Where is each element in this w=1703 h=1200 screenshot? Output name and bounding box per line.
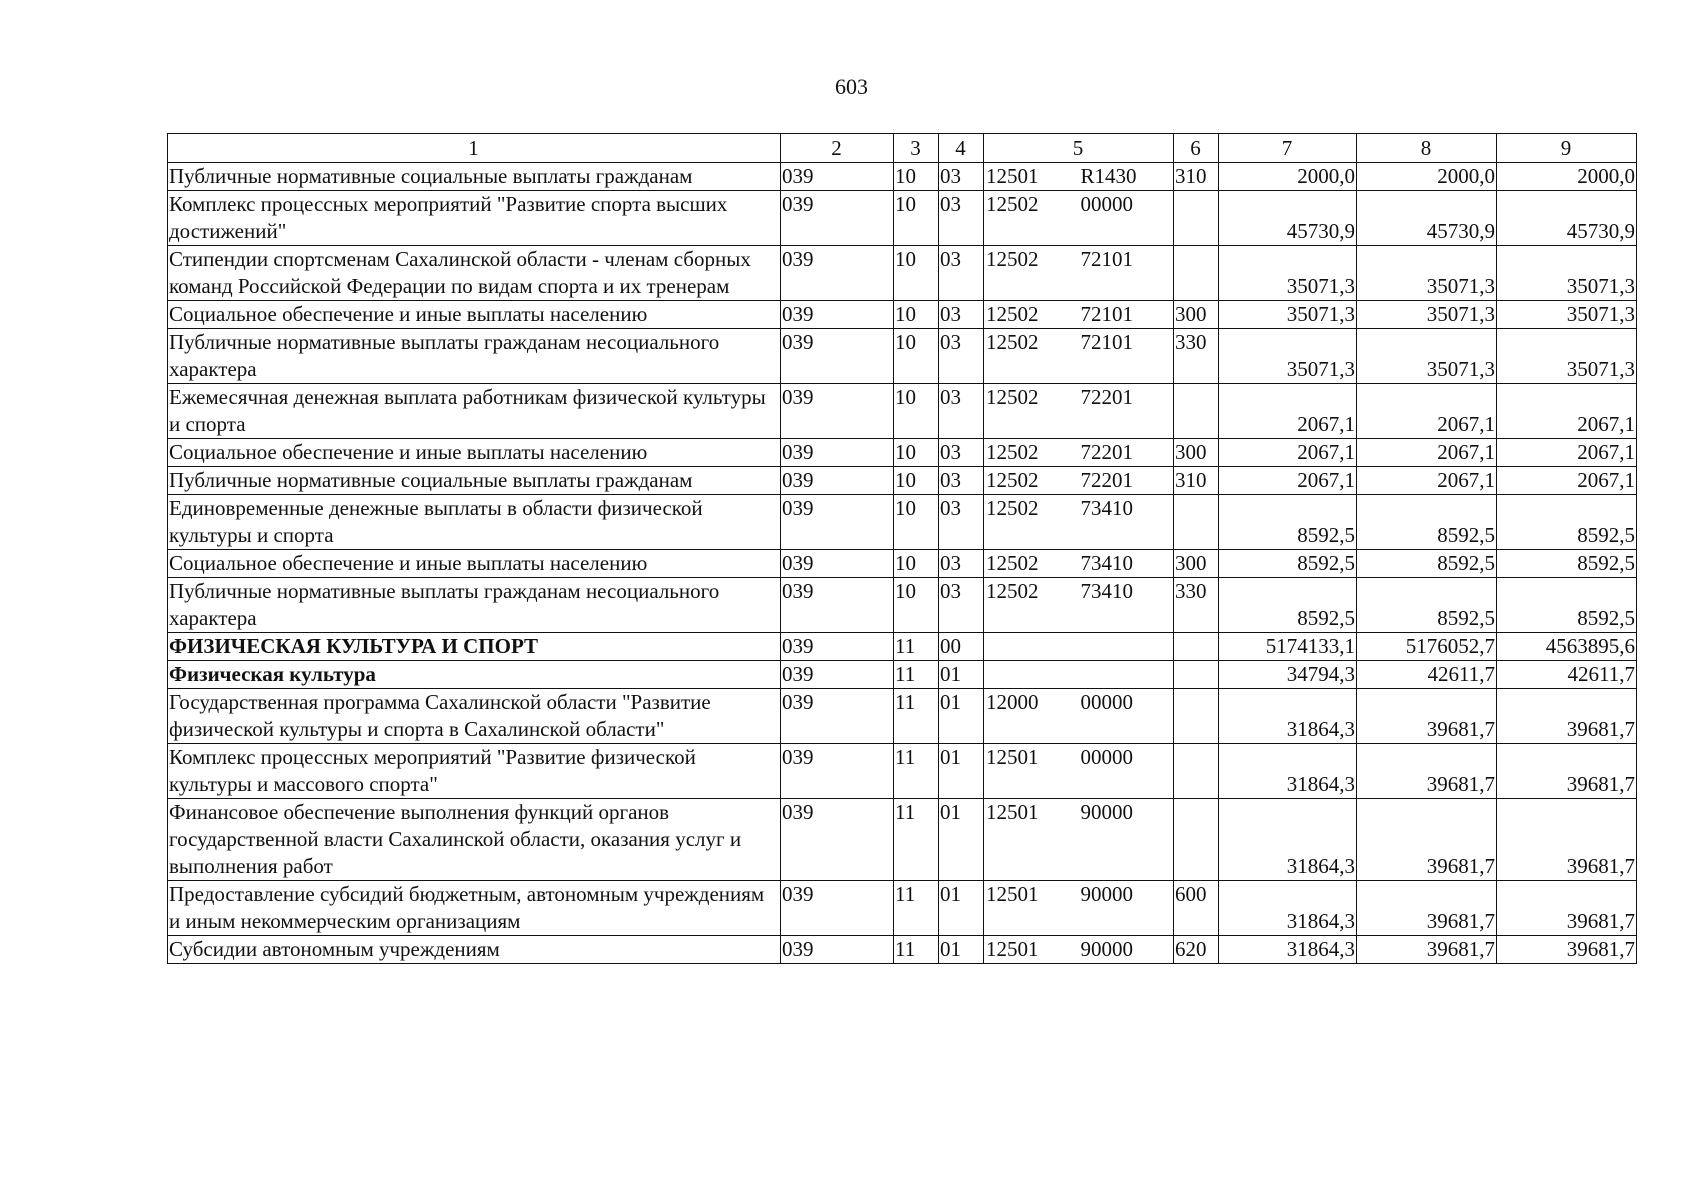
table-row — [168, 633, 1637, 661]
row-name: Социальное обеспечение и иные выплаты населению — [168, 301, 781, 329]
table-row — [168, 301, 1637, 329]
row-name: ФИЗИЧЕСКАЯ КУЛЬТУРА И СПОРТ — [168, 633, 781, 661]
column-header-7: 7 — [1219, 134, 1357, 163]
row-name: Социальное обеспечение и иные выплаты населению — [168, 550, 781, 578]
cell-col6 — [1174, 689, 1219, 744]
cell-col9: 2067,1 — [1497, 467, 1637, 495]
cell-col6 — [1174, 246, 1219, 301]
cell-col2: 039 — [781, 661, 894, 689]
table-row — [168, 661, 1637, 689]
table-row — [168, 881, 1637, 936]
cell-col5-program: 12502 — [986, 302, 1039, 326]
cell-col2: 039 — [781, 191, 894, 246]
cell-col5 — [984, 301, 1174, 329]
table-row — [168, 467, 1637, 495]
cell-col3: 10 — [894, 578, 939, 633]
cell-col7: 2067,1 — [1219, 467, 1357, 495]
cell-col2: 039 — [781, 936, 894, 964]
cell-col8: 8592,5 — [1357, 495, 1497, 550]
cell-col3: 10 — [894, 163, 939, 191]
cell-col6 — [1174, 633, 1219, 661]
table-row — [168, 578, 1637, 633]
cell-col5 — [984, 744, 1174, 799]
cell-col5-program: 12502 — [986, 551, 1039, 575]
table-row — [168, 799, 1637, 881]
row-name: Публичные нормативные выплаты гражданам несоциального характера — [168, 329, 781, 384]
cell-col2: 039 — [781, 329, 894, 384]
column-header-9: 9 — [1497, 134, 1637, 163]
cell-col2: 039 — [781, 467, 894, 495]
table-row — [168, 439, 1637, 467]
cell-col7: 34794,3 — [1219, 661, 1357, 689]
cell-col9: 4563895,6 — [1497, 633, 1637, 661]
cell-col5 — [984, 689, 1174, 744]
cell-col4: 00 — [939, 633, 984, 661]
cell-col6: 600 — [1174, 881, 1219, 936]
cell-col4: 03 — [939, 329, 984, 384]
cell-col7: 8592,5 — [1219, 495, 1357, 550]
cell-col5 — [984, 163, 1174, 191]
cell-col9: 45730,9 — [1497, 191, 1637, 246]
cell-col2: 039 — [781, 495, 894, 550]
cell-col7: 8592,5 — [1219, 578, 1357, 633]
cell-col7: 2000,0 — [1219, 163, 1357, 191]
cell-col4: 01 — [939, 936, 984, 964]
row-name: Комплекс процессных мероприятий "Развитие физической культуры и массового спорта" — [168, 744, 781, 799]
table-row — [168, 246, 1637, 301]
cell-col7: 2067,1 — [1219, 384, 1357, 439]
row-name: Физическая культура — [168, 661, 781, 689]
row-name: Финансовое обеспечение выполнения функций органов государственной власти Сахалинской области, оказания услуг и выполнения работ — [168, 799, 781, 881]
row-name: Публичные нормативные социальные выплаты гражданам — [168, 163, 781, 191]
cell-col6: 310 — [1174, 163, 1219, 191]
row-name: Ежемесячная денежная выплата работникам физической культуры и спорта — [168, 384, 781, 439]
column-header-1: 1 — [168, 134, 781, 163]
cell-col7: 35071,3 — [1219, 329, 1357, 384]
cell-col6: 300 — [1174, 301, 1219, 329]
cell-col5-program: 12501 — [986, 800, 1039, 824]
cell-col7: 31864,3 — [1219, 744, 1357, 799]
cell-col5 — [984, 329, 1174, 384]
cell-col9: 39681,7 — [1497, 689, 1637, 744]
column-header-6: 6 — [1174, 134, 1219, 163]
cell-col3: 11 — [894, 744, 939, 799]
cell-col5-direction: 72101 — [1080, 330, 1133, 354]
column-header-5: 5 — [984, 134, 1174, 163]
cell-col5-direction: 73410 — [1080, 496, 1133, 520]
cell-col2: 039 — [781, 881, 894, 936]
cell-col5 — [984, 799, 1174, 881]
cell-col6: 300 — [1174, 550, 1219, 578]
cell-col8: 2067,1 — [1357, 439, 1497, 467]
cell-col5-direction: 90000 — [1080, 937, 1133, 961]
cell-col5-direction: 73410 — [1080, 579, 1133, 603]
cell-col4: 01 — [939, 661, 984, 689]
cell-col6: 620 — [1174, 936, 1219, 964]
cell-col9: 8592,5 — [1497, 550, 1637, 578]
cell-col7: 35071,3 — [1219, 301, 1357, 329]
cell-col6: 300 — [1174, 439, 1219, 467]
cell-col5 — [984, 246, 1174, 301]
cell-col7: 5174133,1 — [1219, 633, 1357, 661]
cell-col9: 8592,5 — [1497, 495, 1637, 550]
cell-col3: 11 — [894, 936, 939, 964]
cell-col5-program: 12501 — [986, 882, 1039, 906]
cell-col9: 2067,1 — [1497, 384, 1637, 439]
cell-col4: 03 — [939, 246, 984, 301]
cell-col5-program: 12501 — [986, 164, 1039, 188]
cell-col9: 39681,7 — [1497, 881, 1637, 936]
cell-col5-program: 12502 — [986, 496, 1039, 520]
cell-col2: 039 — [781, 163, 894, 191]
cell-col8: 39681,7 — [1357, 799, 1497, 881]
cell-col5 — [984, 633, 1174, 661]
table-row — [168, 163, 1637, 191]
cell-col8: 39681,7 — [1357, 689, 1497, 744]
cell-col7: 2067,1 — [1219, 439, 1357, 467]
cell-col5-direction: 00000 — [1080, 690, 1133, 714]
cell-col5 — [984, 191, 1174, 246]
cell-col3: 11 — [894, 881, 939, 936]
cell-col7: 31864,3 — [1219, 881, 1357, 936]
cell-col6 — [1174, 744, 1219, 799]
cell-col5-program: 12502 — [986, 468, 1039, 492]
column-header-2: 2 — [781, 134, 894, 163]
cell-col3: 10 — [894, 439, 939, 467]
cell-col9: 35071,3 — [1497, 301, 1637, 329]
cell-col6 — [1174, 191, 1219, 246]
cell-col9: 35071,3 — [1497, 246, 1637, 301]
cell-col5 — [984, 881, 1174, 936]
cell-col9: 2067,1 — [1497, 439, 1637, 467]
cell-col5-program: 12000 — [986, 690, 1039, 714]
row-name: Государственная программа Сахалинской области "Развитие физической культуры и спорта в Сахалинской области" — [168, 689, 781, 744]
cell-col7: 35071,3 — [1219, 246, 1357, 301]
cell-col5-direction: 72201 — [1080, 385, 1133, 409]
row-name: Стипендии спортсменам Сахалинской области - членам сборных команд Российской Федерации по видам спорта и их тренерам — [168, 246, 781, 301]
cell-col6: 330 — [1174, 329, 1219, 384]
cell-col7: 31864,3 — [1219, 936, 1357, 964]
cell-col8: 42611,7 — [1357, 661, 1497, 689]
cell-col5-program: 12502 — [986, 330, 1039, 354]
cell-col6 — [1174, 799, 1219, 881]
cell-col5 — [984, 578, 1174, 633]
cell-col8: 5176052,7 — [1357, 633, 1497, 661]
cell-col8: 35071,3 — [1357, 301, 1497, 329]
cell-col3: 10 — [894, 384, 939, 439]
cell-col6: 310 — [1174, 467, 1219, 495]
table-body — [168, 163, 1637, 964]
cell-col5 — [984, 550, 1174, 578]
column-header-3: 3 — [894, 134, 939, 163]
row-name: Предоставление субсидий бюджетным, автономным учреждениям и иным некоммерческим организациям — [168, 881, 781, 936]
cell-col5-direction: 72101 — [1080, 302, 1133, 326]
cell-col5 — [984, 384, 1174, 439]
cell-col3: 11 — [894, 661, 939, 689]
cell-col7: 45730,9 — [1219, 191, 1357, 246]
cell-col3: 10 — [894, 246, 939, 301]
cell-col7: 31864,3 — [1219, 689, 1357, 744]
cell-col8: 45730,9 — [1357, 191, 1497, 246]
cell-col2: 039 — [781, 578, 894, 633]
cell-col5-direction: 72201 — [1080, 440, 1133, 464]
cell-col8: 35071,3 — [1357, 246, 1497, 301]
cell-col6: 330 — [1174, 578, 1219, 633]
cell-col4: 03 — [939, 384, 984, 439]
row-name: Публичные нормативные выплаты гражданам несоциального характера — [168, 578, 781, 633]
cell-col3: 10 — [894, 329, 939, 384]
cell-col4: 01 — [939, 689, 984, 744]
cell-col2: 039 — [781, 246, 894, 301]
cell-col4: 03 — [939, 191, 984, 246]
table-row — [168, 550, 1637, 578]
cell-col5 — [984, 661, 1174, 689]
cell-col5 — [984, 467, 1174, 495]
cell-col3: 10 — [894, 467, 939, 495]
cell-col8: 8592,5 — [1357, 578, 1497, 633]
cell-col3: 10 — [894, 191, 939, 246]
table-row — [168, 936, 1637, 964]
cell-col5-direction: 00000 — [1080, 192, 1133, 216]
page-number: 603 — [835, 74, 868, 99]
cell-col2: 039 — [781, 689, 894, 744]
cell-col4: 03 — [939, 495, 984, 550]
cell-col5-direction: 90000 — [1080, 882, 1133, 906]
cell-col7: 31864,3 — [1219, 799, 1357, 881]
cell-col5-program: 12502 — [986, 247, 1039, 271]
cell-col3: 10 — [894, 550, 939, 578]
column-header-4: 4 — [939, 134, 984, 163]
cell-col4: 03 — [939, 301, 984, 329]
cell-col3: 11 — [894, 799, 939, 881]
cell-col4: 01 — [939, 799, 984, 881]
header-row — [168, 134, 1637, 163]
cell-col5-direction: R1430 — [1080, 164, 1137, 188]
row-name: Социальное обеспечение и иные выплаты населению — [168, 439, 781, 467]
cell-col9: 39681,7 — [1497, 799, 1637, 881]
cell-col4: 03 — [939, 163, 984, 191]
cell-col5-program: 12501 — [986, 937, 1039, 961]
table-row — [168, 329, 1637, 384]
table-row — [168, 689, 1637, 744]
cell-col8: 8592,5 — [1357, 550, 1497, 578]
cell-col2: 039 — [781, 384, 894, 439]
cell-col9: 35071,3 — [1497, 329, 1637, 384]
cell-col2: 039 — [781, 550, 894, 578]
cell-col2: 039 — [781, 439, 894, 467]
cell-col5 — [984, 439, 1174, 467]
cell-col5-program: 12501 — [986, 745, 1039, 769]
cell-col9: 2000,0 — [1497, 163, 1637, 191]
cell-col5-program: 12502 — [986, 192, 1039, 216]
cell-col3: 11 — [894, 633, 939, 661]
cell-col6 — [1174, 384, 1219, 439]
cell-col8: 2000,0 — [1357, 163, 1497, 191]
column-header-8: 8 — [1357, 134, 1497, 163]
row-name: Публичные нормативные социальные выплаты гражданам — [168, 467, 781, 495]
cell-col8: 2067,1 — [1357, 467, 1497, 495]
cell-col8: 39681,7 — [1357, 881, 1497, 936]
cell-col3: 11 — [894, 689, 939, 744]
cell-col4: 03 — [939, 550, 984, 578]
cell-col2: 039 — [781, 799, 894, 881]
cell-col4: 01 — [939, 744, 984, 799]
cell-col8: 2067,1 — [1357, 384, 1497, 439]
cell-col5-direction: 72201 — [1080, 468, 1133, 492]
cell-col8: 39681,7 — [1357, 744, 1497, 799]
cell-col4: 03 — [939, 439, 984, 467]
cell-col6 — [1174, 495, 1219, 550]
table-row — [168, 495, 1637, 550]
row-name: Комплекс процессных мероприятий "Развитие спорта высших достижений" — [168, 191, 781, 246]
table-row — [168, 191, 1637, 246]
cell-col5-direction: 73410 — [1080, 551, 1133, 575]
row-name: Субсидии автономным учреждениям — [168, 936, 781, 964]
cell-col5-program: 12502 — [986, 579, 1039, 603]
cell-col8: 35071,3 — [1357, 329, 1497, 384]
cell-col5 — [984, 495, 1174, 550]
cell-col7: 8592,5 — [1219, 550, 1357, 578]
cell-col9: 39681,7 — [1497, 936, 1637, 964]
cell-col2: 039 — [781, 633, 894, 661]
cell-col5-program: 12502 — [986, 385, 1039, 409]
cell-col5-direction: 90000 — [1080, 800, 1133, 824]
table-row — [168, 384, 1637, 439]
cell-col8: 39681,7 — [1357, 936, 1497, 964]
cell-col5-program: 12502 — [986, 440, 1039, 464]
table-row — [168, 744, 1637, 799]
cell-col3: 10 — [894, 495, 939, 550]
cell-col4: 03 — [939, 467, 984, 495]
cell-col4: 03 — [939, 578, 984, 633]
cell-col9: 39681,7 — [1497, 744, 1637, 799]
row-name: Единовременные денежные выплаты в области физической культуры и спорта — [168, 495, 781, 550]
cell-col5-direction: 72101 — [1080, 247, 1133, 271]
cell-col6 — [1174, 661, 1219, 689]
cell-col9: 8592,5 — [1497, 578, 1637, 633]
cell-col4: 01 — [939, 881, 984, 936]
cell-col2: 039 — [781, 744, 894, 799]
cell-col2: 039 — [781, 301, 894, 329]
cell-col5-direction: 00000 — [1080, 745, 1133, 769]
budget-table — [167, 133, 1637, 964]
cell-col3: 10 — [894, 301, 939, 329]
cell-col5 — [984, 936, 1174, 964]
cell-col9: 42611,7 — [1497, 661, 1637, 689]
